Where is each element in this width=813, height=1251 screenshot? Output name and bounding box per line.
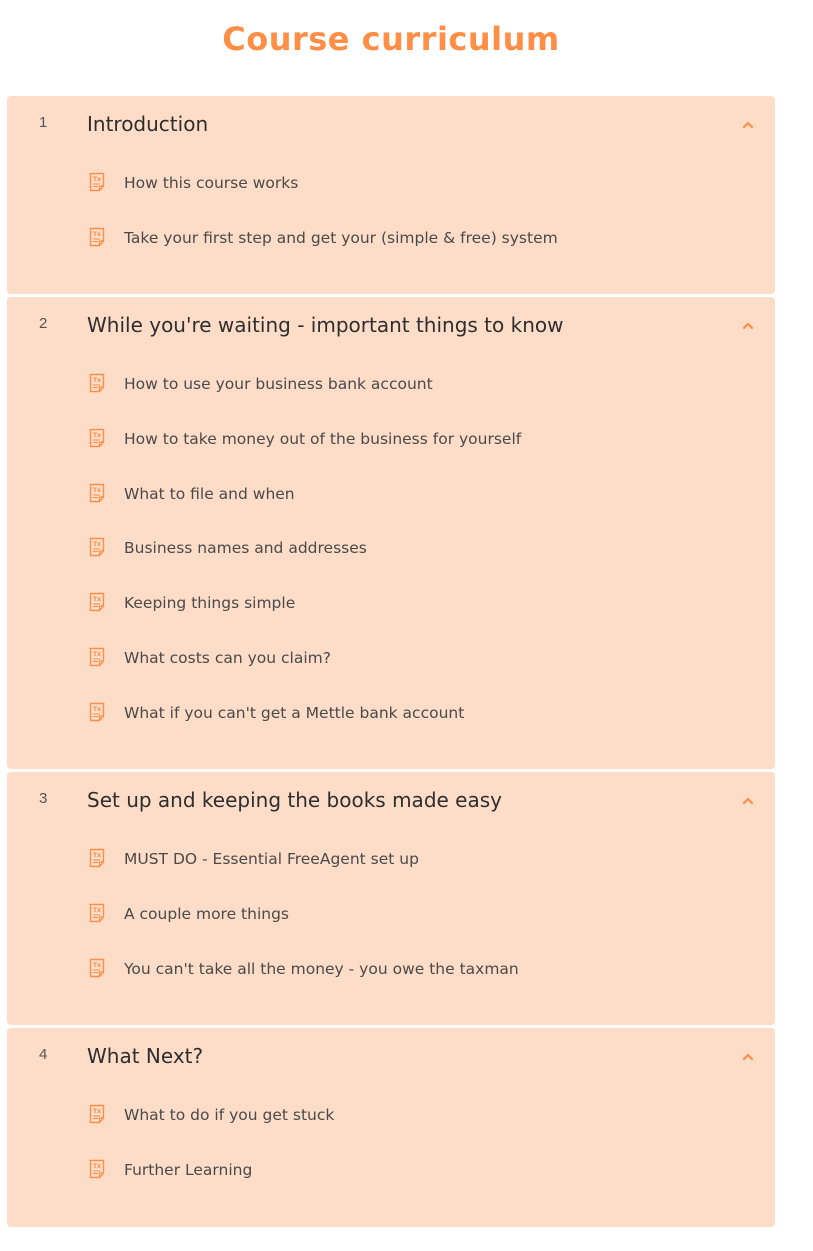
lesson-title: What costs can you claim? <box>124 648 331 667</box>
lesson-list <box>7 154 775 294</box>
lesson-item[interactable] <box>7 519 775 574</box>
text-lesson-icon <box>88 592 106 612</box>
text-lesson-icon <box>88 903 106 923</box>
lesson-item[interactable] <box>7 940 775 995</box>
lesson-item[interactable] <box>7 1141 775 1196</box>
text-lesson-icon <box>88 1159 106 1179</box>
lesson-item[interactable] <box>7 410 775 465</box>
lesson-item[interactable] <box>7 830 775 885</box>
lesson-item[interactable] <box>7 1086 775 1141</box>
svg-text:Tx: Tx <box>93 852 101 860</box>
lesson-title: A couple more things <box>124 904 289 923</box>
svg-text:Tx: Tx <box>93 906 101 914</box>
curriculum-section <box>7 772 775 1025</box>
section-header[interactable] <box>7 772 775 830</box>
svg-text:Tx: Tx <box>93 961 101 969</box>
svg-text:Tx: Tx <box>93 230 101 238</box>
lesson-title: Keeping things simple <box>124 594 296 613</box>
text-lesson-icon <box>88 848 106 868</box>
text-lesson-icon <box>88 227 106 247</box>
lesson-title: How this course works <box>124 174 299 192</box>
lesson-item[interactable] <box>7 574 775 629</box>
svg-text:Tx: Tx <box>93 1108 101 1116</box>
lesson-title: Business names and addresses <box>124 539 367 558</box>
page-title: Course curriculum <box>222 20 560 58</box>
lesson-title: MUST DO - Essential FreeAgent set up <box>124 850 419 869</box>
lesson-list <box>7 830 775 1025</box>
curriculum-section <box>7 297 775 769</box>
curriculum-section <box>7 1028 775 1226</box>
svg-text:Tx: Tx <box>93 650 101 658</box>
section-title: Introduction <box>87 112 209 136</box>
chevron-up-icon[interactable] <box>741 794 755 808</box>
text-lesson-icon <box>88 537 106 557</box>
lesson-title: How to take money out of the business for yourself <box>124 430 522 449</box>
lesson-item[interactable] <box>7 465 775 520</box>
lesson-title: Take your first step and get your (simple & free) system <box>124 228 558 247</box>
svg-text:Tx: Tx <box>93 176 101 183</box>
text-lesson-icon <box>88 1104 106 1124</box>
section-title: Set up and keeping the books made easy <box>87 788 502 813</box>
svg-text:Tx: Tx <box>93 705 101 713</box>
lesson-item[interactable] <box>7 885 775 940</box>
chevron-up-icon[interactable] <box>741 1050 755 1064</box>
text-lesson-icon <box>88 172 106 192</box>
section-header[interactable] <box>7 1028 775 1086</box>
section-header[interactable] <box>7 297 775 355</box>
svg-text:Tx: Tx <box>93 377 101 385</box>
text-lesson-icon <box>88 702 106 722</box>
svg-text:Tx: Tx <box>93 486 101 494</box>
lesson-item[interactable] <box>7 355 775 410</box>
chevron-up-icon[interactable] <box>741 319 755 333</box>
svg-text:Tx: Tx <box>93 1162 101 1170</box>
lesson-item[interactable] <box>7 154 775 209</box>
section-number: 3 <box>39 790 48 808</box>
text-lesson-icon <box>88 647 106 667</box>
section-number: 1 <box>39 114 48 131</box>
lesson-item[interactable] <box>7 684 775 739</box>
curriculum-section <box>7 96 775 294</box>
svg-text:Tx: Tx <box>93 596 101 604</box>
lesson-item[interactable] <box>7 209 775 264</box>
lesson-item[interactable] <box>7 629 775 684</box>
chevron-up-icon[interactable] <box>741 118 755 132</box>
lesson-list <box>7 1086 775 1226</box>
section-number: 4 <box>39 1046 48 1064</box>
lesson-title: You can't take all the money - you owe the taxman <box>124 959 519 978</box>
section-title: While you're waiting - important things to know <box>87 313 564 338</box>
lesson-title: What if you can't get a Mettle bank account <box>124 703 465 722</box>
text-lesson-icon <box>88 958 106 978</box>
lesson-title: Further Learning <box>124 1160 253 1179</box>
section-number: 2 <box>39 315 48 333</box>
lesson-list <box>7 355 775 769</box>
lesson-title: What to do if you get stuck <box>124 1106 335 1125</box>
text-lesson-icon <box>88 428 106 448</box>
lesson-title: What to file and when <box>124 484 295 503</box>
lesson-title: How to use your business bank account <box>124 375 433 394</box>
text-lesson-icon <box>88 373 106 393</box>
section-title: What Next? <box>87 1044 204 1069</box>
svg-text:Tx: Tx <box>93 432 101 440</box>
text-lesson-icon <box>88 483 106 503</box>
section-header[interactable] <box>7 96 775 154</box>
svg-text:Tx: Tx <box>93 541 101 549</box>
curriculum-list <box>7 96 775 1230</box>
